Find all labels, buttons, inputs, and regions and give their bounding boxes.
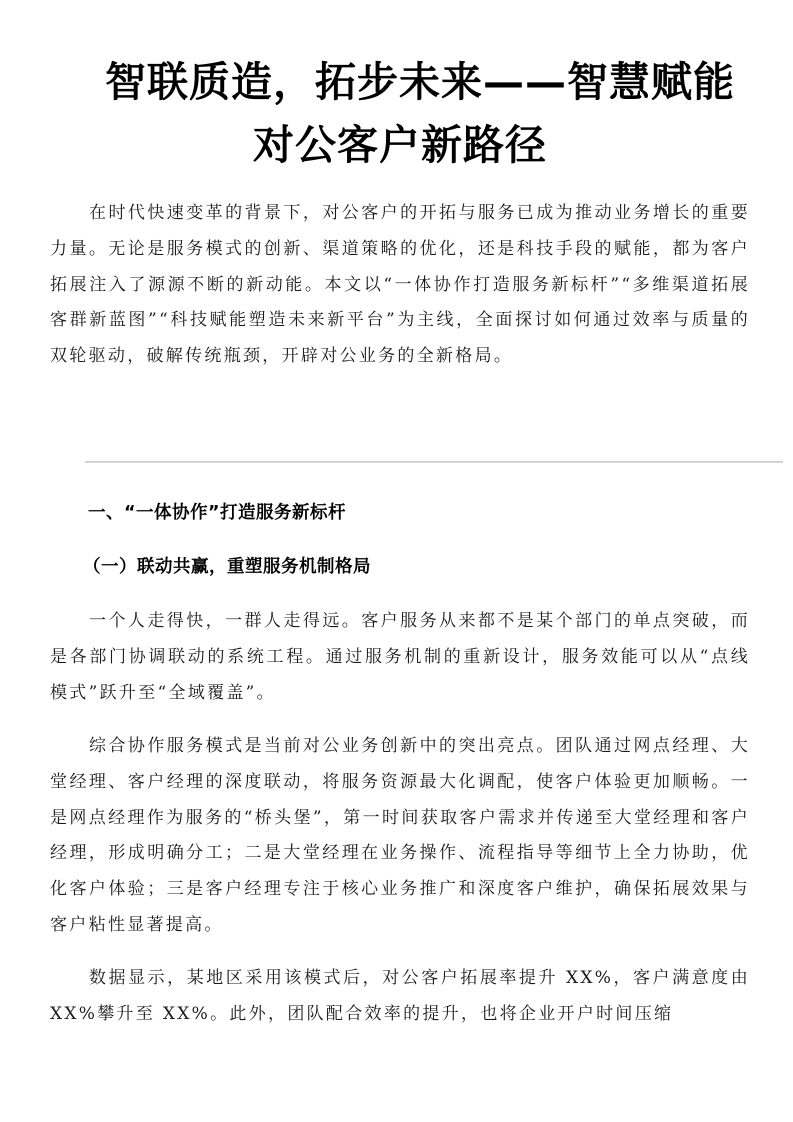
intro-paragraph: 在时代快速变革的背景下，对公客户的开拓与服务已成为推动业务增长的重要力量。无论是服务模式的创新、渠道策略的优化，还是科技手段的赋能，都为客户拓展注入了源源不断的新动能。本文以“一体协作打造服务新标杆”“多维渠道拓展客群新蓝图”“科技赋能塑造未来新平台”为主线，全面探讨如何通过效率与质量的双轮驱动，破解传统瓶颈，开辟对公业务的全新格局。: [50, 203, 750, 367]
document-title-line-2: 对公客户新路径: [253, 121, 547, 169]
section-heading: 一、“一体协作”打造服务新标杆: [88, 503, 347, 523]
subsection-heading: （一）联动共赢，重塑服务机制格局: [83, 557, 371, 577]
document-title-line-1: 智联质造，拓步未来——智慧赋能: [105, 58, 735, 106]
body-paragraph: 一个人走得快，一群人走得远。客户服务从来都不是某个部门的单点突破，而是各部门协调联动的系统工程。通过服务机制的重新设计，服务效能可以从“点线模式”跃升至“全域覆盖”。: [50, 611, 750, 703]
body-paragraph: 综合协作服务模式是当前对公业务创新中的突出亮点。团队通过网点经理、大堂经理、客户经理的深度联动，将服务资源最大化调配，使客户体验更加顺畅。一是网点经理作为服务的“桥头堡”，第一时间获取客户需求并传递至大堂经理和客户经理，形成明确分工；二是大堂经理在业务操作、流程指导等细节上全力协助，优化客户体验；三是客户经理专注于核心业务推广和深度客户维护，确保拓展效果与客户粘性显著提高。: [50, 736, 750, 935]
body-paragraph: 数据显示，某地区采用该模式后，对公客户拓展率提升 XX%，客户满意度由 XX%攀升至 XX%。此外，团队配合效率的提升，也将企业开户时间压缩: [50, 968, 750, 1024]
horizontal-divider: [85, 461, 783, 463]
